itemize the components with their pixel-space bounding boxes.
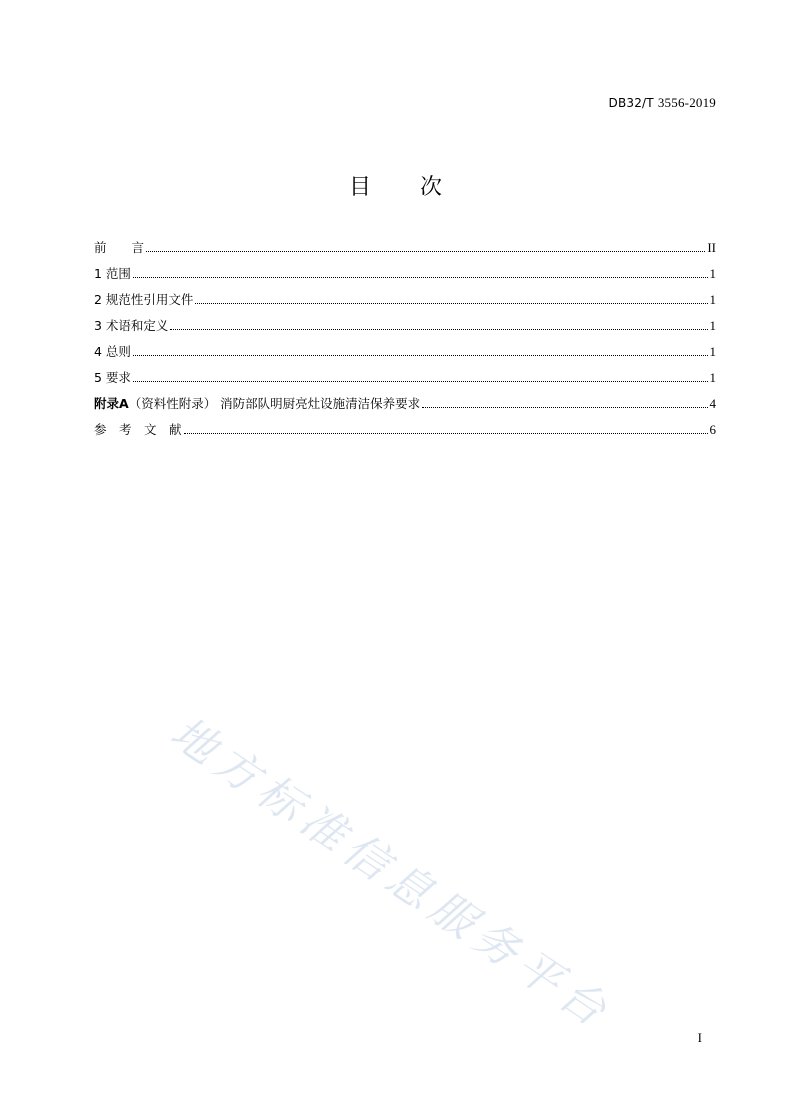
toc-entry-page: 1: [709, 292, 716, 307]
page-title: [0, 170, 792, 201]
toc-entry-scope[interactable]: [94, 264, 716, 290]
toc-entry-label: [94, 394, 420, 414]
page-number: I: [697, 1030, 702, 1045]
toc-entry-foreword[interactable]: [94, 238, 716, 264]
watermark: 地方标准信息服务平台: [161, 707, 621, 1041]
toc-leader: [146, 250, 705, 252]
toc-entry-label: 4 总则: [94, 344, 131, 359]
toc-entry-requirements[interactable]: [94, 368, 716, 394]
toc-entry-page: 1: [709, 318, 716, 333]
toc-entry-page: 4: [709, 396, 716, 411]
appendix-title: （资料性附录） 消防部队明厨亮灶设施清洁保养要求: [128, 396, 421, 411]
toc-entry-terms-definitions[interactable]: [94, 316, 716, 342]
toc-leader: [184, 432, 708, 434]
toc-entry-appendix-a[interactable]: [94, 394, 716, 420]
toc-entry-page: 1: [709, 266, 716, 281]
toc-leader: [170, 328, 707, 330]
toc-entry-general-principles[interactable]: [94, 342, 716, 368]
toc-entry-page: 1: [709, 370, 716, 385]
doc-code-number: 3556-2019: [657, 95, 716, 110]
toc-entry-page: II: [707, 240, 716, 255]
toc-entry-page: 1: [709, 344, 716, 359]
appendix-label: 附录A: [94, 396, 129, 411]
toc-entry-label: 3 术语和定义: [94, 318, 169, 333]
toc-leader: [422, 406, 707, 408]
document-code: [609, 95, 716, 111]
toc-entry-page: 6: [709, 422, 716, 437]
toc-entry-label: 参 考 文 献: [94, 422, 182, 437]
table-of-contents: [94, 238, 716, 446]
toc-entry-label: 前 言: [94, 240, 145, 255]
title-char-2: 次: [420, 175, 444, 200]
toc-entry-label: 2 规范性引用文件: [94, 292, 194, 307]
toc-leader: [195, 302, 707, 304]
toc-entry-bibliography[interactable]: [94, 420, 716, 446]
toc-leader: [133, 380, 708, 382]
toc-leader: [133, 276, 708, 278]
toc-leader: [133, 354, 708, 356]
title-char-1: 目: [348, 175, 372, 200]
toc-entry-label: 5 要求: [94, 370, 131, 385]
toc-entry-label: 1 范围: [94, 266, 131, 281]
toc-entry-normative-references[interactable]: [94, 290, 716, 316]
doc-code-prefix: DB32/T: [608, 96, 654, 110]
